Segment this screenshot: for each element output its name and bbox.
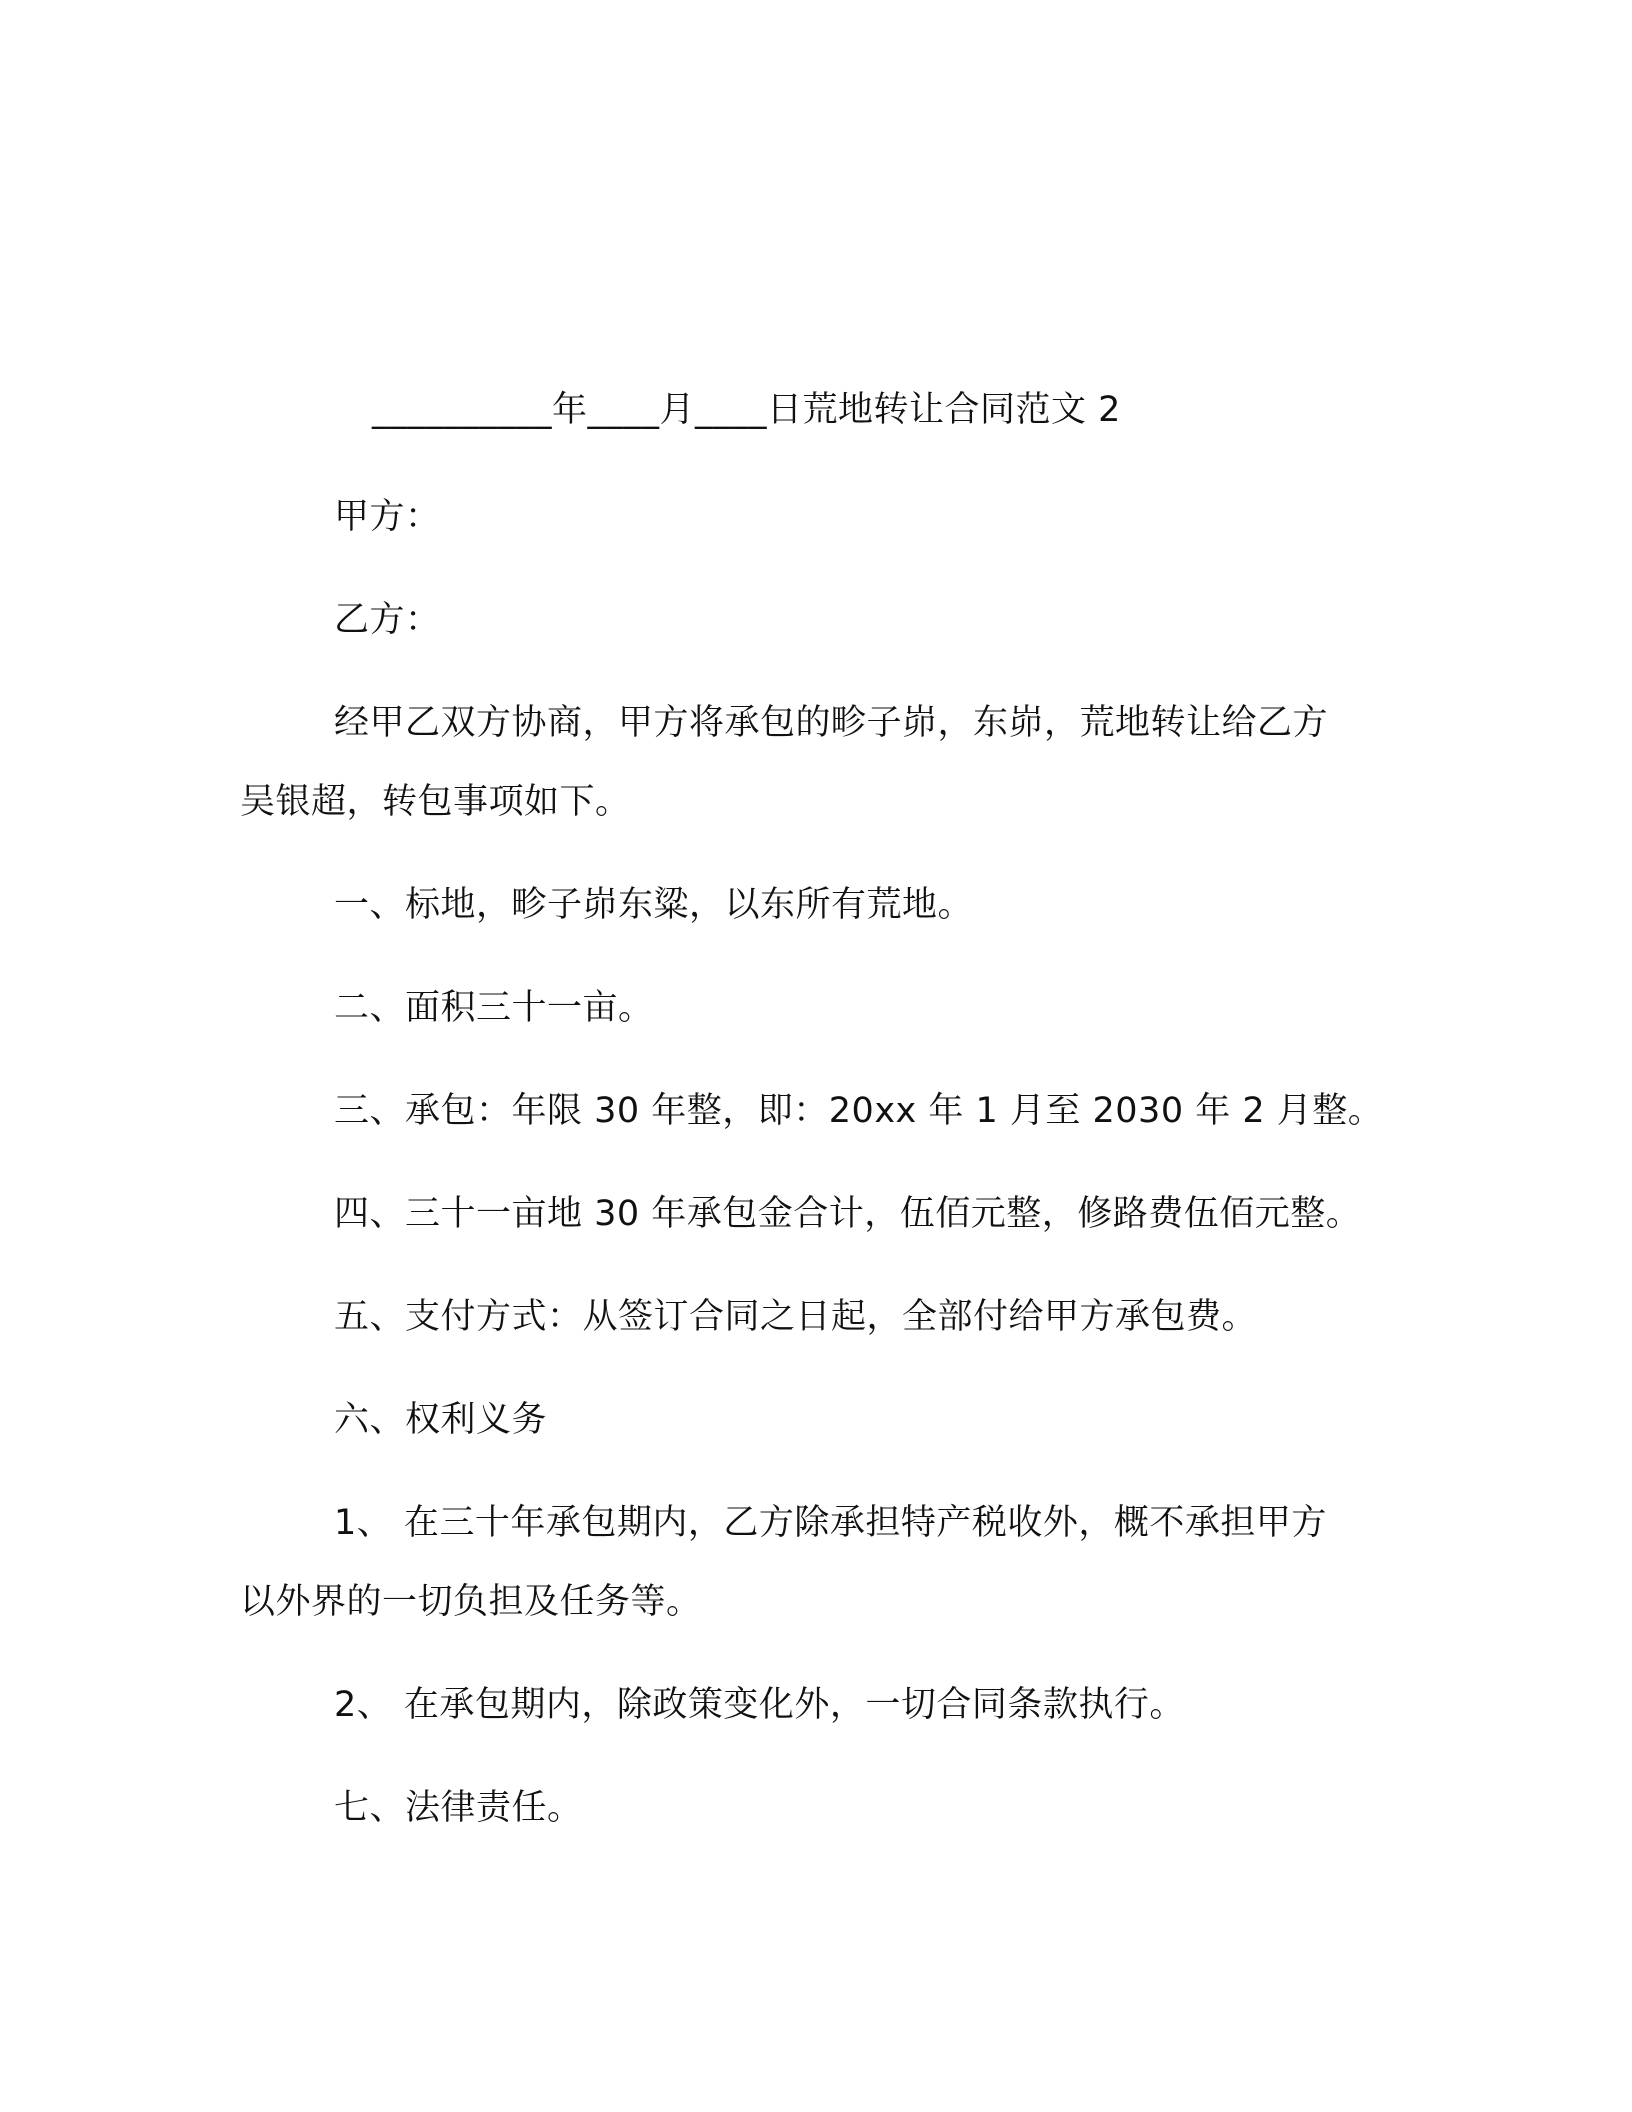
party-b-line: 乙方： <box>334 600 441 640</box>
paragraph-intro-continued: 吴银超，转包事项如下。 <box>240 782 631 822</box>
clause-6-item-1: 1、 在三十年承包期内，乙方除承担特产税收外，概不承担甲方 <box>334 1503 1327 1543</box>
clause-3: 三、承包：年限 30 年整，即：20xx 年 1 月至 2030 年 2 月整。 <box>334 1091 1384 1131</box>
clause-6: 六、权利义务 <box>334 1400 548 1440</box>
clause-5: 五、支付方式：从签订合同之日起，全部付给甲方承包费。 <box>334 1297 1258 1337</box>
document-title: __________年____月____日荒地转让合同范文 2 <box>372 390 1121 430</box>
clause-6-item-2: 2、 在承包期内，除政策变化外，一切合同条款执行。 <box>334 1685 1185 1725</box>
clause-6-item-1-continued: 以外界的一切负担及任务等。 <box>240 1582 702 1622</box>
clause-1: 一、标地，畛子峁东粱，以东所有荒地。 <box>334 885 974 925</box>
clause-2: 二、面积三十一亩。 <box>334 988 654 1028</box>
party-a-line: 甲方： <box>334 497 441 537</box>
paragraph-intro: 经甲乙双方协商，甲方将承包的畛子峁，东峁，荒地转让给乙方 <box>334 703 1329 743</box>
clause-4: 四、三十一亩地 30 年承包金合计，伍佰元整，修路费伍佰元整。 <box>334 1194 1362 1234</box>
clause-7: 七、法律责任。 <box>334 1788 583 1828</box>
